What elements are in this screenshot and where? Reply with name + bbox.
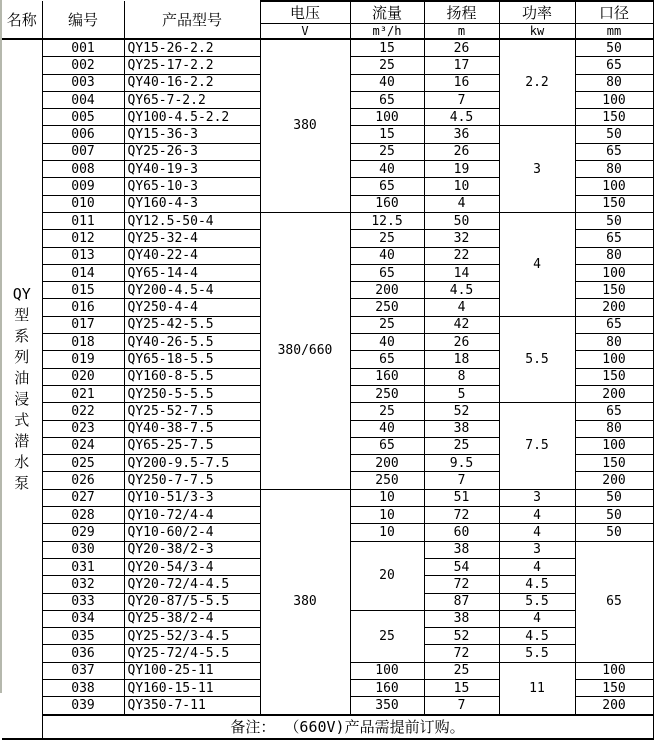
series-name-segment: 式 (14, 411, 30, 430)
cell-model: QY10-60/2-4 (124, 524, 260, 541)
cell-flow: 65 (350, 437, 424, 454)
cell-model: QY25-26-3 (124, 143, 260, 160)
cell-model: QY25-17-2.2 (124, 57, 260, 74)
cell-diameter: 65 (575, 143, 653, 160)
cell-model: QY40-19-3 (124, 161, 260, 178)
scan-edge-strip (0, 0, 2, 693)
table-row (2, 212, 653, 229)
cell-head: 72 (424, 645, 499, 662)
cell-id: 018 (42, 334, 124, 351)
cell-diameter: 65 (575, 541, 653, 662)
cell-power: 4 (499, 610, 575, 627)
cell-id: 023 (42, 420, 124, 437)
cell-power: 5.5 (499, 593, 575, 610)
cell-model: QY65-25-7.5 (124, 437, 260, 454)
series-name-segment: 型 (14, 306, 30, 325)
cell-id: 035 (42, 628, 124, 645)
cell-head: 42 (424, 316, 499, 333)
unit-power: kw (499, 24, 575, 40)
table-header (2, 1, 653, 39)
series-name-segment: 潜 (14, 432, 30, 451)
cell-flow: 250 (350, 472, 424, 489)
cell-id: 026 (42, 472, 124, 489)
cell-head: 26 (424, 334, 499, 351)
cell-head: 87 (424, 593, 499, 610)
cell-model: QY10-51/3-3 (124, 489, 260, 506)
header-model: 产品型号 (124, 1, 260, 39)
cell-head: 36 (424, 126, 499, 143)
cell-head: 38 (424, 541, 499, 558)
cell-id: 016 (42, 299, 124, 316)
cell-model: QY250-5-5.5 (124, 385, 260, 402)
cell-voltage: 380 (260, 39, 350, 212)
cell-model: QY40-22-4 (124, 247, 260, 264)
cell-flow: 65 (350, 178, 424, 195)
cell-flow: 15 (350, 126, 424, 143)
cell-head: 4.5 (424, 282, 499, 299)
cell-head: 16 (424, 74, 499, 91)
cell-diameter: 100 (575, 351, 653, 368)
cell-model: QY40-38-7.5 (124, 420, 260, 437)
cell-diameter: 150 (575, 109, 653, 126)
cell-diameter: 100 (575, 662, 653, 679)
cell-diameter: 80 (575, 420, 653, 437)
cell-model: QY40-26-5.5 (124, 334, 260, 351)
cell-power: 3 (499, 541, 575, 558)
cell-head: 72 (424, 576, 499, 593)
series-name-segment: QY (12, 285, 31, 304)
pump-spec-table (2, 0, 654, 740)
cell-id: 022 (42, 403, 124, 420)
cell-model: QY15-26-2.2 (124, 39, 260, 57)
header-power: 功率 (499, 1, 575, 24)
cell-head: 8 (424, 368, 499, 385)
cell-model: QY250-7-7.5 (124, 472, 260, 489)
cell-flow: 200 (350, 455, 424, 472)
remark-text: 备注： （660V)产品需提前订购。 (42, 715, 653, 739)
header-id: 编号 (42, 1, 124, 39)
cell-power: 11 (499, 662, 575, 714)
cell-head: 17 (424, 57, 499, 74)
cell-power: 5.5 (499, 316, 575, 402)
cell-id: 004 (42, 91, 124, 108)
header-label-row (2, 1, 653, 24)
header-name: 名称 (2, 1, 42, 39)
cell-flow: 40 (350, 247, 424, 264)
cell-model: QY10-72/4-4 (124, 507, 260, 524)
header-diameter: 口径 (575, 1, 653, 24)
cell-diameter: 150 (575, 195, 653, 212)
cell-id: 038 (42, 679, 124, 696)
cell-model: QY65-18-5.5 (124, 351, 260, 368)
series-name-segment: 泵 (14, 474, 30, 493)
cell-model: QY20-72/4-4.5 (124, 576, 260, 593)
cell-id: 005 (42, 109, 124, 126)
cell-flow: 25 (350, 610, 424, 662)
cell-model: QY25-38/2-4 (124, 610, 260, 627)
cell-power: 4 (499, 212, 575, 316)
cell-diameter: 100 (575, 437, 653, 454)
cell-flow: 40 (350, 74, 424, 91)
cell-flow: 160 (350, 368, 424, 385)
remark-row (2, 715, 653, 739)
cell-flow: 25 (350, 57, 424, 74)
header-head: 扬程 (424, 1, 499, 24)
cell-model: QY200-9.5-7.5 (124, 455, 260, 472)
cell-head: 26 (424, 39, 499, 57)
cell-head: 54 (424, 558, 499, 575)
unit-flow: m³/h (350, 24, 424, 40)
series-name-segment: 列 (14, 348, 30, 367)
cell-id: 033 (42, 593, 124, 610)
cell-head: 14 (424, 264, 499, 281)
unit-head: m (424, 24, 499, 40)
cell-diameter: 150 (575, 455, 653, 472)
cell-id: 001 (42, 39, 124, 57)
cell-id: 003 (42, 74, 124, 91)
cell-id: 036 (42, 645, 124, 662)
cell-diameter: 80 (575, 247, 653, 264)
cell-flow: 100 (350, 662, 424, 679)
cell-flow: 25 (350, 230, 424, 247)
cell-id: 027 (42, 489, 124, 506)
cell-power: 3 (499, 126, 575, 212)
cell-diameter: 65 (575, 230, 653, 247)
cell-model: QY100-25-11 (124, 662, 260, 679)
cell-head: 4 (424, 195, 499, 212)
cell-power: 4 (499, 524, 575, 541)
cell-power: 5.5 (499, 645, 575, 662)
cell-head: 10 (424, 178, 499, 195)
table-body (2, 39, 653, 739)
cell-head: 5 (424, 385, 499, 402)
cell-flow: 160 (350, 679, 424, 696)
cell-head: 22 (424, 247, 499, 264)
cell-diameter: 100 (575, 178, 653, 195)
cell-head: 51 (424, 489, 499, 506)
cell-model: QY12.5-50-4 (124, 212, 260, 229)
cell-flow: 100 (350, 109, 424, 126)
cell-diameter: 50 (575, 507, 653, 524)
series-name-text (2, 40, 42, 738)
cell-flow: 25 (350, 403, 424, 420)
cell-model: QY350-7-11 (124, 697, 260, 715)
cell-diameter: 65 (575, 57, 653, 74)
cell-flow: 25 (350, 143, 424, 160)
cell-flow: 65 (350, 91, 424, 108)
cell-id: 024 (42, 437, 124, 454)
cell-flow: 10 (350, 489, 424, 506)
cell-model: QY100-4.5-2.2 (124, 109, 260, 126)
cell-model: QY25-32-4 (124, 230, 260, 247)
table-row (2, 39, 653, 57)
cell-model: QY20-38/2-3 (124, 541, 260, 558)
cell-power: 4 (499, 558, 575, 575)
cell-model: QY25-52-7.5 (124, 403, 260, 420)
cell-diameter: 80 (575, 74, 653, 91)
cell-flow: 20 (350, 541, 424, 610)
series-name-segment: 系 (14, 327, 30, 346)
cell-model: QY40-16-2.2 (124, 74, 260, 91)
cell-id: 006 (42, 126, 124, 143)
cell-head: 18 (424, 351, 499, 368)
cell-diameter: 150 (575, 282, 653, 299)
cell-id: 032 (42, 576, 124, 593)
cell-flow: 160 (350, 195, 424, 212)
cell-power: 4 (499, 507, 575, 524)
cell-id: 007 (42, 143, 124, 160)
cell-diameter: 200 (575, 299, 653, 316)
cell-flow: 12.5 (350, 212, 424, 229)
cell-flow: 65 (350, 264, 424, 281)
series-name-segment: 水 (14, 453, 30, 472)
cell-flow: 250 (350, 299, 424, 316)
cell-id: 034 (42, 610, 124, 627)
cell-diameter: 50 (575, 489, 653, 506)
unit-voltage: V (260, 24, 350, 40)
cell-diameter: 65 (575, 316, 653, 333)
cell-head: 4 (424, 299, 499, 316)
cell-power: 2.2 (499, 39, 575, 126)
cell-model: QY65-10-3 (124, 178, 260, 195)
series-name-segment: 浸 (14, 390, 30, 409)
cell-id: 030 (42, 541, 124, 558)
cell-flow: 15 (350, 39, 424, 57)
cell-id: 039 (42, 697, 124, 715)
cell-head: 7 (424, 91, 499, 108)
cell-model: QY160-4-3 (124, 195, 260, 212)
cell-voltage: 380 (260, 489, 350, 714)
cell-id: 012 (42, 230, 124, 247)
cell-id: 002 (42, 57, 124, 74)
cell-head: 26 (424, 143, 499, 160)
cell-head: 52 (424, 403, 499, 420)
cell-voltage: 380/660 (260, 212, 350, 489)
table-row (2, 489, 653, 506)
cell-flow: 40 (350, 161, 424, 178)
cell-id: 015 (42, 282, 124, 299)
cell-diameter: 150 (575, 368, 653, 385)
cell-power: 3 (499, 489, 575, 506)
header-voltage: 电压 (260, 1, 350, 24)
cell-power: 7.5 (499, 403, 575, 489)
unit-diameter: mm (575, 24, 653, 40)
cell-flow: 40 (350, 420, 424, 437)
cell-model: QY25-52/3-4.5 (124, 628, 260, 645)
cell-power: 4.5 (499, 628, 575, 645)
cell-diameter: 50 (575, 39, 653, 57)
cell-model: QY250-4-4 (124, 299, 260, 316)
cell-model: QY160-8-5.5 (124, 368, 260, 385)
cell-model: QY25-42-5.5 (124, 316, 260, 333)
cell-id: 008 (42, 161, 124, 178)
cell-id: 010 (42, 195, 124, 212)
cell-model: QY15-36-3 (124, 126, 260, 143)
cell-head: 72 (424, 507, 499, 524)
cell-model: QY20-54/3-4 (124, 558, 260, 575)
cell-diameter: 65 (575, 403, 653, 420)
cell-head: 32 (424, 230, 499, 247)
cell-id: 025 (42, 455, 124, 472)
cell-diameter: 50 (575, 524, 653, 541)
cell-id: 028 (42, 507, 124, 524)
cell-flow: 10 (350, 524, 424, 541)
cell-head: 25 (424, 437, 499, 454)
cell-id: 019 (42, 351, 124, 368)
cell-id: 011 (42, 212, 124, 229)
cell-diameter: 200 (575, 385, 653, 402)
cell-diameter: 100 (575, 91, 653, 108)
cell-diameter: 80 (575, 161, 653, 178)
cell-flow: 350 (350, 697, 424, 715)
cell-model: QY20-87/5-5.5 (124, 593, 260, 610)
cell-head: 52 (424, 628, 499, 645)
cell-diameter: 200 (575, 472, 653, 489)
cell-flow: 65 (350, 351, 424, 368)
cell-diameter: 100 (575, 264, 653, 281)
cell-head: 19 (424, 161, 499, 178)
cell-id: 014 (42, 264, 124, 281)
cell-id: 017 (42, 316, 124, 333)
cell-id: 037 (42, 662, 124, 679)
series-name-vertical (2, 39, 42, 739)
cell-head: 15 (424, 679, 499, 696)
cell-id: 013 (42, 247, 124, 264)
cell-model: QY65-7-2.2 (124, 91, 260, 108)
cell-diameter: 50 (575, 126, 653, 143)
cell-head: 60 (424, 524, 499, 541)
cell-head: 25 (424, 662, 499, 679)
cell-flow: 40 (350, 334, 424, 351)
cell-diameter: 50 (575, 212, 653, 229)
cell-id: 021 (42, 385, 124, 402)
cell-model: QY65-14-4 (124, 264, 260, 281)
cell-id: 009 (42, 178, 124, 195)
cell-model: QY200-4.5-4 (124, 282, 260, 299)
cell-flow: 250 (350, 385, 424, 402)
cell-diameter: 200 (575, 697, 653, 715)
cell-flow: 10 (350, 507, 424, 524)
cell-id: 020 (42, 368, 124, 385)
cell-head: 38 (424, 610, 499, 627)
cell-head: 9.5 (424, 455, 499, 472)
cell-head: 38 (424, 420, 499, 437)
cell-power: 4.5 (499, 576, 575, 593)
cell-model: QY25-72/4-5.5 (124, 645, 260, 662)
series-name-segment: 油 (14, 369, 30, 388)
cell-head: 50 (424, 212, 499, 229)
cell-flow: 200 (350, 282, 424, 299)
cell-head: 7 (424, 472, 499, 489)
cell-head: 7 (424, 697, 499, 715)
cell-flow: 25 (350, 316, 424, 333)
cell-head: 4.5 (424, 109, 499, 126)
cell-diameter: 80 (575, 334, 653, 351)
cell-diameter: 150 (575, 679, 653, 696)
cell-id: 031 (42, 558, 124, 575)
header-flow: 流量 (350, 1, 424, 24)
cell-id: 029 (42, 524, 124, 541)
cell-model: QY160-15-11 (124, 679, 260, 696)
